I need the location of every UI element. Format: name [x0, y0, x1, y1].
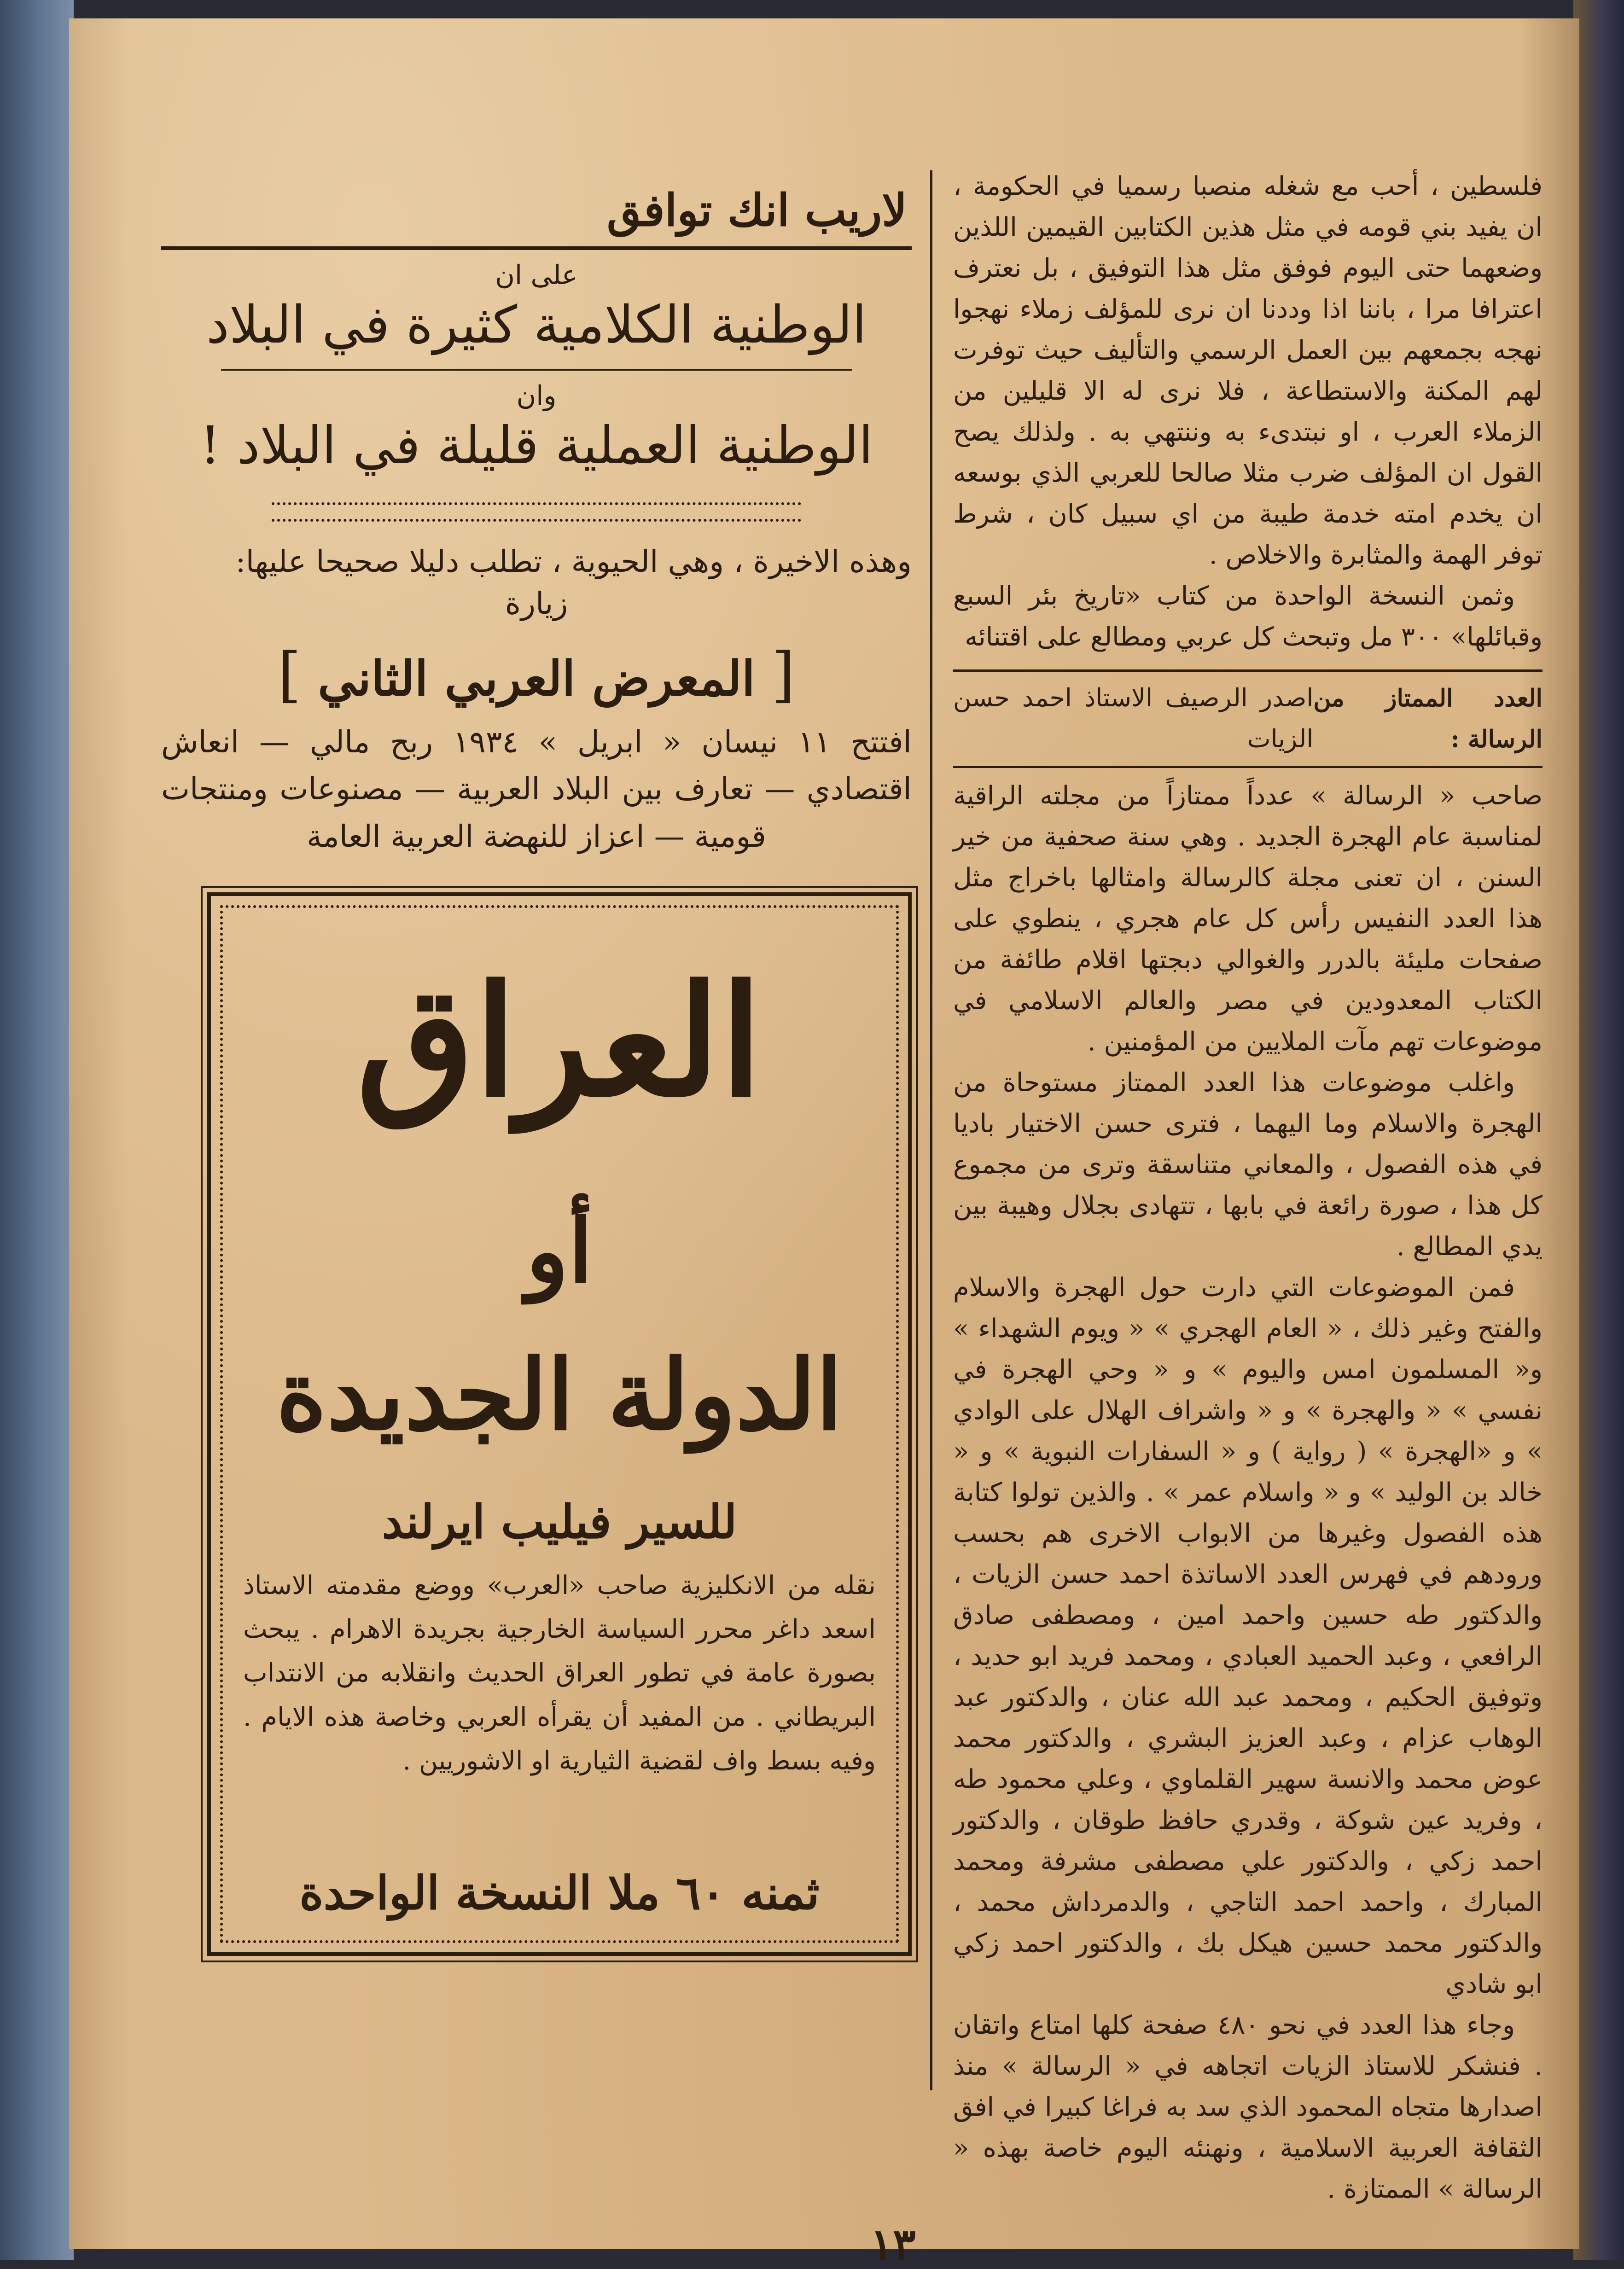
headline-rule: [161, 246, 912, 250]
book-cover-edge: [0, 0, 74, 2260]
book-advertisement: [207, 892, 912, 1956]
advertisement-column: [161, 184, 912, 2141]
article-paragraph-5: فمن الموضوعات التي دارت حول الهجرة والاسلام والفتح وغير ذلك ، « العام الهجري » « ويوم الشهداء » و« المسلمون امس واليوم » و « وحي الهجرة في نفسي » « والهجرة » و « واشراف الهلال على الوادي » و «الهجرة » ( رواية ) و « السفارات النبوية » و « خالد بن الوليد » و « واسلام عمر » . والذين تولوا كتابة هذه الفصول وغيرها من الابواب الاخرى هم بحسب ورودهم في فهرس العدد الاساتذة احمد حسن الزيات ، والدكتور طه حسين واحمد امين ، ومصطفى صادق الرافعي ، وعبد الحميد العبادي ، ومحمد فريد ابو حديد ، وتوفيق الحكيم ، ومحمد عبد الله عنان ، والدكتور عبد الوهاب عزام ، وعبد العزيز البشري ، والدكتور محمد عوض محمد والانسة سهير القلماوي ، وعلي محمود طه ، وفريد عين شوكة ، وقدري حافظ طوقان ، والدكتور احمد زكي ، والدكتور علي مصطفى مشرفة ومحمد المبارك ، واحمد احمد التاجي ، والدمرداش محمد ، والدكتور محمد حسين هيكل بك ، والدكتور احمد زكي ابو شادي: [953, 1273, 1543, 1999]
book-spine-edge: [1573, 0, 1624, 2260]
ad-intro: وهذه الاخيرة ، وهي الحيوية ، تطلب دليلا صحيحا عليها:: [235, 544, 912, 579]
expo-title: [161, 640, 912, 710]
book-subtitle: الدولة الجديدة: [276, 1338, 843, 1452]
page-number: ١٣: [870, 2219, 916, 2269]
book-price: ثمنه ٦٠ ملا النسخة الواحدة: [299, 1865, 820, 1920]
expo-body: افتتح ١١ نيسان « ابريل » ١٩٣٤ ربح مالي — انعاش اقتصادي — تعارف بين البلاد العربية — مصنوعات ومنتجات قومية — اعزاز للنهضة العربية العامة: [161, 724, 912, 854]
section-underline: [953, 766, 1543, 768]
ad-statement-2: الوطنية العملية قليلة في البلاد !: [199, 416, 873, 476]
book-title: العراق: [356, 951, 763, 1130]
article-column: [953, 166, 1543, 2204]
article-paragraph-3: صاحب « الرسالة » عدداً ممتازاً من مجلته الراقية لمناسبة عام الهجرة الجديد . وهي سنة صحفية من خير السنن ، ان تعنى مجلة كالرسالة وامثالها باخراج مثل هذا العدد النفيس رأس كل عام هجري ، ينطوي على صفحات مليئة بالدرر والغوالي دبجتها اقلام طائفة من الكتاب المعدودين في مصر والعالم الاسلامي في موضوعات تهم مآت الملايين من المؤمنين .: [953, 781, 1543, 1057]
section-lead: اصدر الرصيف الاستاذ احمد حسن الزيات: [953, 683, 1314, 753]
bracket-close-icon: ]: [278, 640, 302, 710]
ad-headline: لاريب انك توافق: [606, 184, 907, 236]
expo-title-text: المعرض العربي الثاني: [318, 650, 755, 707]
bracket-open-icon: [: [771, 640, 795, 710]
magazine-page: [69, 18, 1579, 2269]
article-paragraph-4: واغلب موضوعات هذا العدد الممتاز مستوحاة من الهجرة والاسلام وما اليهما ، فترى حسن الاختيار باديا في هذه الفصول ، والمعاني متناسقة وترى من مجموع كل هذا ، صورة رائعة في بابها ، تتهادى بجلال وهيبة بين يدي المطالع .: [953, 1068, 1543, 1262]
book-description: نقله من الانكليزية صاحب «العرب» ووضع مقدمته الاستاذ اسعد داغر محرر السياسة الخارجية بجريدة الاهرام . يبحث بصورة عامة في تطور العراق الحديث وانقلابه من الانتداب البريطاني . من المفيد أن يقرأه العربي وخاصة هذه الايام . وفيه بسط واف لقضية الثيارية او الاشوريين .: [243, 1570, 876, 1776]
section-label: العدد الممتاز من الرسالة :: [1313, 684, 1543, 753]
article-paragraph-1: فلسطين ، أحب مع شغله منصبا رسميا في الحكومة ، ان يفيد بني قومه في مثل هذين الكتابين القيمين اللذين وضعهما حتى اليوم فوفق مثل هذا التوفيق ، بل نعترف اعترافا مرا ، باننا اذا وددنا ان نرى للمؤلف زملاء نهجوا نهجه بجمعهم بين العمل الرسمي والتأليف حيث توفرت لهم المكنة والاستطاعة ، فلا نرى له الا قليلين من الزملاء العرب ، او نبتدىء به وننتهي به . ولذلك يصح القول ان المؤلف ضرب مثلا صالحا للعربي الذي بوسعه ان يخدم امته خدمة طيبة من اي سبيل كان ، شرط توفر الهمة والمثابرة والاخلاص .: [953, 171, 1543, 570]
article-paragraph-6: وجاء هذا العدد في نحو ٤٨٠ صفحة كلها امتاع واتقان . فنشكر للاستاذ الزيات اتجاهه في « الرسالة » منذ اصدارها متجاه المحمود الذي سد به فراغا كبيرا في افق الثقافة العربية الاسلامية ، ونهنئه اليوم خاصة بهذه « الرسالة » الممتازة .: [953, 2010, 1543, 2204]
column-divider: [930, 170, 932, 2090]
statement-rule: [221, 369, 851, 371]
section-heading: [953, 669, 1543, 764]
ad-visit: زيارة: [505, 586, 568, 622]
book-or: أو: [526, 1199, 593, 1303]
ad-line-wa-an: وان: [516, 380, 557, 411]
article-paragraph-2: وثمن النسخة الواحدة من كتاب «تاريخ بئر السبع وقبائلها» ٣٠٠ مل وتبحث كل عربي ومطالع على اقتنائه: [953, 581, 1543, 652]
dotted-ornament: [272, 502, 801, 522]
ad-line-ala-an: على ان: [495, 259, 578, 291]
book-author: للسير فيليب ايرلند: [382, 1494, 737, 1549]
ad-statement-1: الوطنية الكلامية كثيرة في البلاد: [206, 295, 867, 355]
